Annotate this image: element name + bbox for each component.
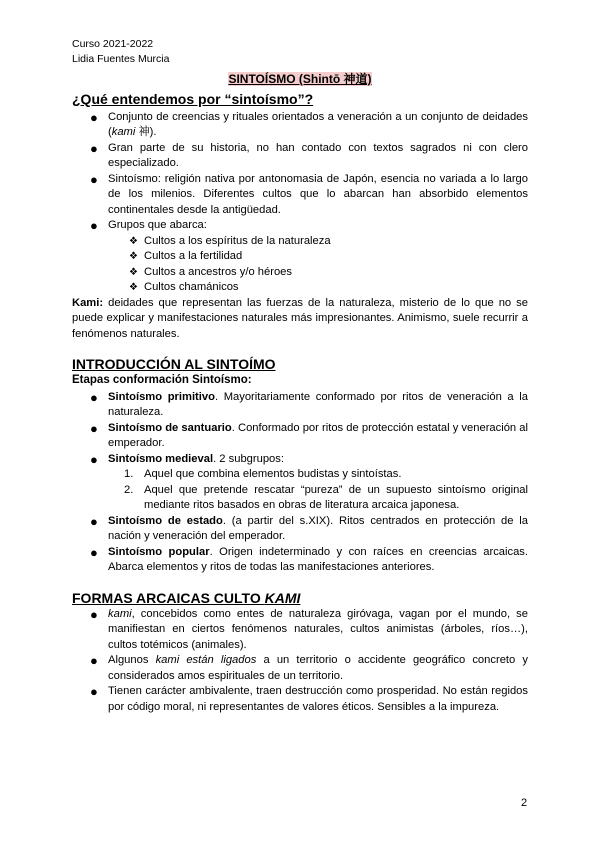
course-year: Curso 2021-2022 (72, 38, 154, 50)
page-header (72, 37, 169, 67)
list-item: ● Tienen carácter ambivalente, traen destrucción como prosperidad. No están regidos por código moral, ni representantes de valores éticos. Sensibles a la impureza. (90, 684, 528, 713)
section-heading: FORMAS ARCAICAS CULTO KAMI (72, 589, 301, 606)
list-item: ● Sintoísmo medieval. 2 subgrupos: (90, 451, 284, 467)
diamond-bullet-icon: ❖ (129, 282, 138, 293)
list-item: ● Sintoísmo de santuario. Conformado por ritos de protección estatal y veneración al emperador. (90, 420, 529, 449)
bullet-icon: ● (90, 218, 98, 233)
list-item: ● Sintoísmo primitivo. Mayoritariamente conformado por ritos de veneración a la naturaleza. (90, 389, 528, 418)
bullet-icon: ● (90, 140, 98, 156)
section-question-heading: ¿Qué entendemos por “sintoísmo”? (72, 90, 314, 107)
bullet-icon: ● (90, 171, 98, 187)
diamond-bullet-icon: ❖ (129, 251, 138, 262)
numbered-item: 1. Aquel que combina elementos budistas y sintoístas. (124, 468, 402, 480)
list-item: ● kami, concebidos como entes de naturaleza giróvaga, vagan por el mundo, se manifiestan en ciertos fenómenos naturales, cultos animistas (árboles, ríos…), cultos totémicos (animales). (90, 606, 528, 651)
kami-definition: Kami: deidades que representan las fuerzas de la naturaleza, misterio de lo que no se puede explicar y manifestaciones naturales más impresionantes. Animismo, suele recurrir a fenómenos naturales. (72, 296, 528, 340)
diamond-bullet-icon: ❖ (129, 266, 138, 278)
bullet-icon: ● (90, 109, 98, 125)
document-body (72, 72, 528, 715)
section2-numbered-list (72, 467, 528, 514)
bullet-icon: ● (90, 513, 98, 529)
bullet-icon: ● (90, 389, 98, 405)
section1-list (72, 110, 528, 234)
bullet-icon: ● (90, 451, 98, 467)
list-item: ● Gran parte de su historia, no han contado con textos sagrados ni con clero especializado. (90, 140, 528, 169)
bullet-icon: ● (90, 606, 98, 622)
list-item: ● Algunos kami están ligados a un territorio o accidente geográfico concreto y considerados amos espirituales de un territorio. (90, 653, 528, 682)
sub-list-item: ❖ Cultos a los espíritus de la naturaleza (72, 234, 528, 250)
list-item: ● Sintoísmo popular. Origen indeterminado y con raíces en creencias arcaicas. Abarca elementos y ritos de todas las manifestaciones anteriores. (90, 544, 529, 573)
list-item: ● Sintoísmo de estado. (a partir del s.XIX). Ritos centrados en protección de la nación y veneración del emperador. (90, 513, 528, 542)
sub-list-item: ❖ Cultos a ancestros y/o héroes (72, 265, 528, 281)
sub-list-item: ❖ Cultos chamánicos (72, 280, 528, 296)
document-title (72, 72, 528, 88)
bullet-icon: ● (90, 684, 98, 699)
bullet-icon: ● (90, 653, 98, 668)
sub-list-item: ❖ Cultos a la fertilidad (72, 249, 528, 265)
page-number: 2 (521, 797, 528, 809)
section3-list (72, 607, 528, 716)
list-item: ● Grupos que abarca: (90, 218, 207, 233)
section2-list (72, 390, 528, 468)
section1-sublist (72, 234, 528, 296)
section2-list-continued (72, 514, 528, 576)
numbered-item: 2. Aquel que pretende rescatar “pureza” de un supuesto sintoísmo original mediante ritos basados en obras de literatura arcaica japonesa. (124, 483, 528, 511)
document-title-text: SINTOÍSMO (Shintō 神道) (228, 72, 372, 86)
author-name: Lidia Fuentes Murcia (72, 53, 170, 65)
bullet-icon: ● (90, 544, 98, 560)
list-item: ● Conjunto de creencias y rituales orientados a veneración a un conjunto de deidades (kami 神). (90, 109, 528, 138)
section-heading: INTRODUCCIÓN AL SINTOÍMO (72, 356, 276, 372)
section-subheading: Etapas conformación Sintoísmo: (72, 374, 252, 386)
list-item: ● Sintoísmo: religión nativa por antonomasia de Japón, esencia no variada a lo largo de los milenios. Diferentes cultos que lo abarcan han absorbido elementos continentales desde la antigüedad. (90, 171, 528, 216)
diamond-bullet-icon: ❖ (129, 235, 138, 247)
bullet-icon: ● (90, 420, 98, 436)
